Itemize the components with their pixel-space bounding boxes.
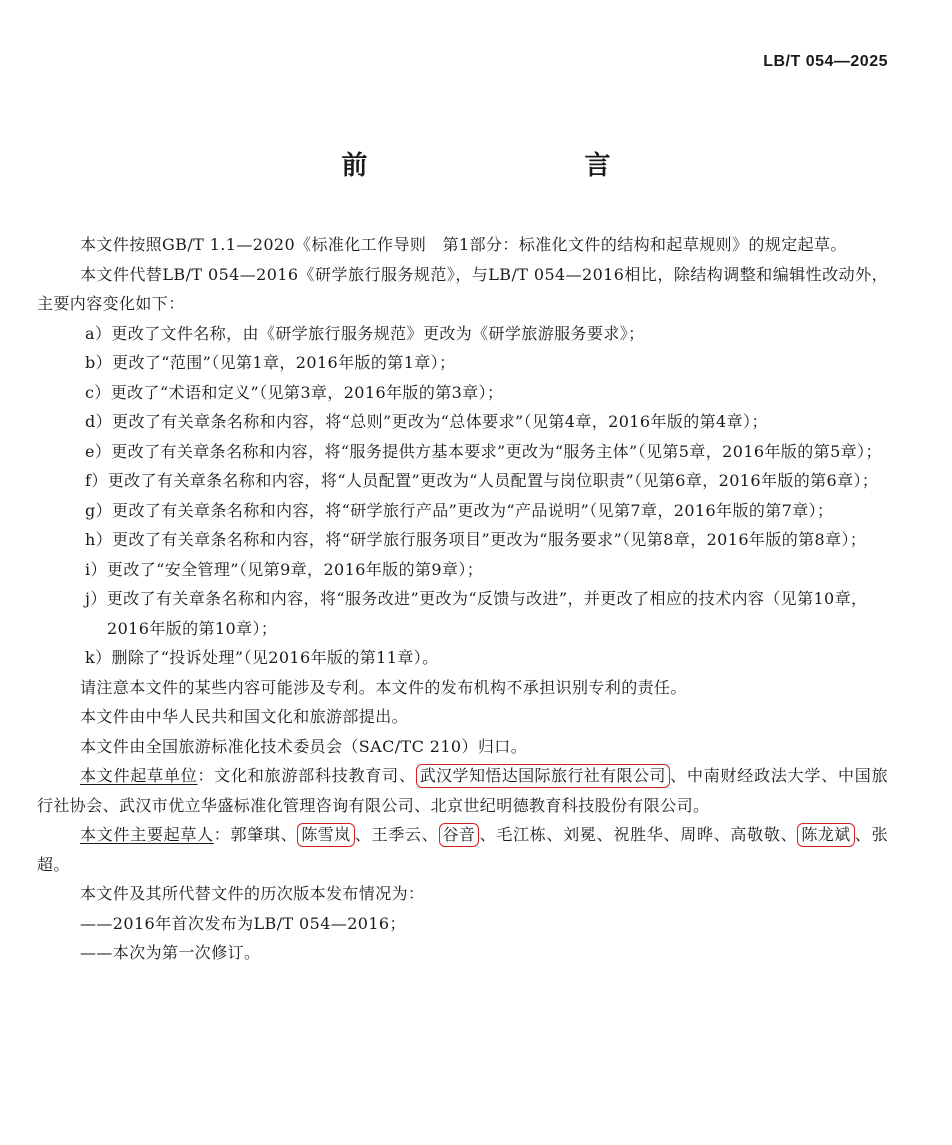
change-item-c: c）更改了“术语和定义”（见第3章，2016年版的第3章）； (85, 382, 504, 402)
proposer-note: 本文件由中华人民共和国文化和旅游部提出。 (80, 707, 409, 726)
drafting-units-label: 本文件起草单位 (80, 766, 198, 785)
highlighted-unit: 武汉学知悟达国际旅行社有限公司 (416, 764, 670, 788)
change-item-d: d）更改了有关章条名称和内容，将“总则”更改为“总体要求”（见第4章，2016年版的第4章）； (85, 412, 768, 431)
drafting-units-text-2: 、中南财经政法大学、中国旅行社协会、武汉市优立华盛标准化管理咨询有限公司、北京世纪明德教育科技股份有限公司。 (37, 766, 888, 815)
drafting-units-paragraph (37, 761, 888, 820)
paragraph-drafting-rule: 本文件按照GB/T 1.1—2020《标准化工作导则 第1部分：标准化文件的结构和起草规则》的规定起草。 (80, 235, 847, 254)
highlighted-drafter-2: 谷音 (439, 823, 480, 847)
drafters-text-1: ：郭肇琪、 (213, 825, 298, 844)
change-item-g: g）更改了有关章条名称和内容，将“研学旅行产品”更改为“产品说明”（见第7章，2016年版的第7章）； (85, 500, 834, 520)
change-item-h: h）更改了有关章条名称和内容，将“研学旅行服务项目”更改为“服务要求”（见第8章，2016年版的第8章）； (85, 530, 867, 549)
history-intro: 本文件及其所代替文件的历次版本发布情况为： (80, 884, 425, 903)
change-item-j: j）更改了有关章条名称和内容，将“服务改进”更改为“反馈与改进”，并更改了相应的技术内容（见第10章，2016年版的第10章）； (85, 589, 868, 638)
page-title: 前 言 (341, 151, 666, 181)
change-item-a: a）更改了文件名称，由《研学旅行服务规范》更改为《研学旅游服务要求》； (85, 323, 645, 343)
change-item-k: k）删除了“投诉处理”（见2016年版的第11章）。 (85, 648, 439, 667)
committee-note: 本文件由全国旅游标准化技术委员会（SAC/TC 210）归口。 (80, 736, 528, 756)
patent-notice: 请注意本文件的某些内容可能涉及专利。本文件的发布机构不承担识别专利的责任。 (80, 677, 687, 697)
change-item-i: i）更改了“安全管理”（见第9章，2016年版的第9章）； (85, 559, 484, 579)
paragraph-replacement: 本文件代替LB/T 054—2016《研学旅行服务规范》，与LB/T 054—2016相比，除结构调整和编辑性改动外，主要内容变化如下： (37, 264, 888, 313)
change-item-e: e）更改了有关章条名称和内容，将“服务提供方基本要求”更改为“服务主体”（见第5章，2016年版的第5章）； (85, 441, 882, 461)
highlighted-drafter-1: 陈雪岚 (297, 823, 354, 847)
highlighted-drafter-3: 陈龙斌 (797, 823, 854, 847)
drafters-text-4: 、张超。 (37, 825, 888, 874)
drafters-label: 本文件主要起草人 (80, 825, 214, 844)
history-item-2: ——本次为第一次修订。 (80, 943, 261, 962)
foreword-body (37, 230, 888, 968)
drafters-text-3: 、毛江栋、刘冕、祝胜华、周晔、高敬敬、 (479, 825, 798, 844)
drafting-units-text-1: ：文化和旅游部科技教育司、 (197, 766, 416, 785)
change-item-f: f）更改了有关章条名称和内容，将“人员配置”更改为“人员配置与岗位职责”（见第6章，2016年版的第6章）； (85, 471, 879, 490)
change-item-b: b）更改了“范围”（见第1章，2016年版的第1章）； (85, 353, 456, 372)
standard-code: LB/T 054—2025 (763, 53, 888, 70)
drafters-paragraph (37, 820, 888, 879)
drafters-text-2: 、王季云、 (354, 825, 439, 844)
history-item-1: ——2016年首次发布为LB/T 054—2016； (80, 913, 406, 933)
